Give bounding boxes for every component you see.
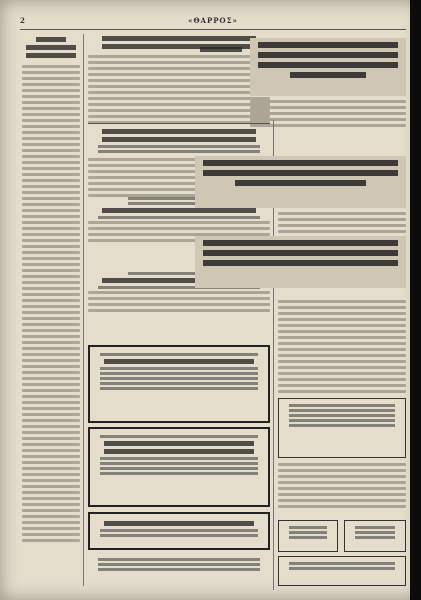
masthead-rule	[20, 29, 406, 30]
small-advertisement-1	[278, 520, 338, 552]
right-column	[278, 300, 406, 396]
right-column-lower	[278, 463, 406, 511]
headline-banner	[250, 38, 406, 96]
bottom-notice	[88, 556, 270, 573]
column-1	[22, 34, 80, 545]
advertisement-box-1	[88, 345, 270, 423]
small-advertisement-2	[344, 520, 406, 552]
advertisement-box-3	[88, 512, 270, 550]
advertisement-box-2	[88, 427, 270, 507]
column-divider	[83, 34, 84, 586]
scan-edge	[410, 0, 421, 600]
column-1-text	[22, 65, 80, 542]
small-advertisement-3	[278, 556, 406, 586]
third-banner	[195, 236, 406, 288]
headline-article	[250, 100, 406, 130]
column-3-text	[196, 44, 246, 55]
page-number: 2	[20, 16, 25, 25]
framed-notice	[278, 398, 406, 458]
column-1-heading	[36, 37, 66, 42]
newspaper-title: «ΘΑΡΡΟΣ»	[188, 16, 238, 25]
masthead	[20, 16, 406, 28]
second-banner	[195, 156, 406, 208]
